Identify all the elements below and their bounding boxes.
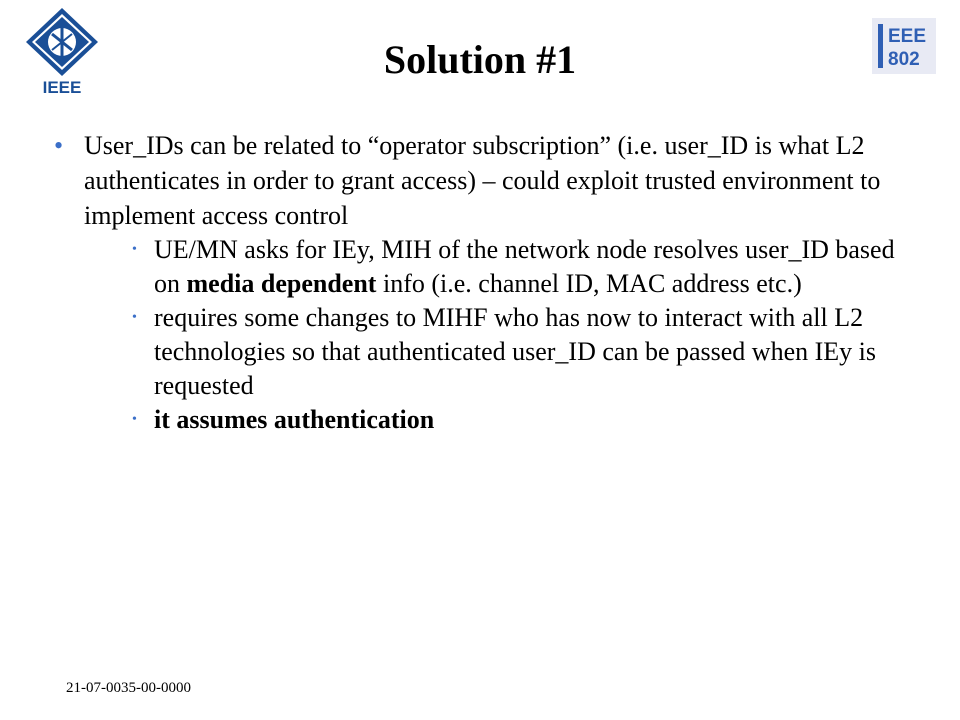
sub-bullet-item	[84, 403, 924, 437]
sub-bullet-icon: •	[132, 242, 137, 257]
sub-bullet-list	[84, 233, 924, 437]
sub-bullet-item	[84, 233, 924, 301]
sub-bullet-text-bold: media dependent	[186, 269, 377, 298]
sub-bullet-text-part1: UE/MN asks for IEy, MIH of the network node resolves user_ID based on	[154, 235, 895, 298]
sub-bullet-text: it assumes authentication	[154, 405, 435, 434]
sub-bullet-text: requires some changes to MIHF who has now to interact with all L2 technologies so that authenticated user_ID can be passed when IEy is requested	[154, 303, 876, 400]
bullet-item	[54, 128, 924, 437]
bullet-icon: •	[54, 131, 64, 160]
sub-bullet-icon: •	[132, 412, 137, 427]
ieee-802-logo-top: EEE	[888, 26, 927, 47]
footer-doc-number: 21-07-0035-00-0000	[66, 680, 191, 696]
sub-bullet-text-part2: info (i.e. channel ID, MAC address etc.)	[376, 269, 802, 298]
bullet-text: User_IDs can be related to “operator subscription” (i.e. user_ID is what L2 authenticates in order to grant access) – could exploit trusted environment to implement access control	[84, 131, 881, 230]
sub-bullet-item	[84, 301, 924, 403]
ieee-802-logo-bottom: 802	[888, 49, 920, 70]
bullet-list	[54, 128, 924, 437]
ieee-logo-text: IEEE	[42, 78, 82, 96]
sub-bullet-icon: •	[132, 310, 137, 325]
slide-title: Solution #1	[383, 37, 577, 82]
